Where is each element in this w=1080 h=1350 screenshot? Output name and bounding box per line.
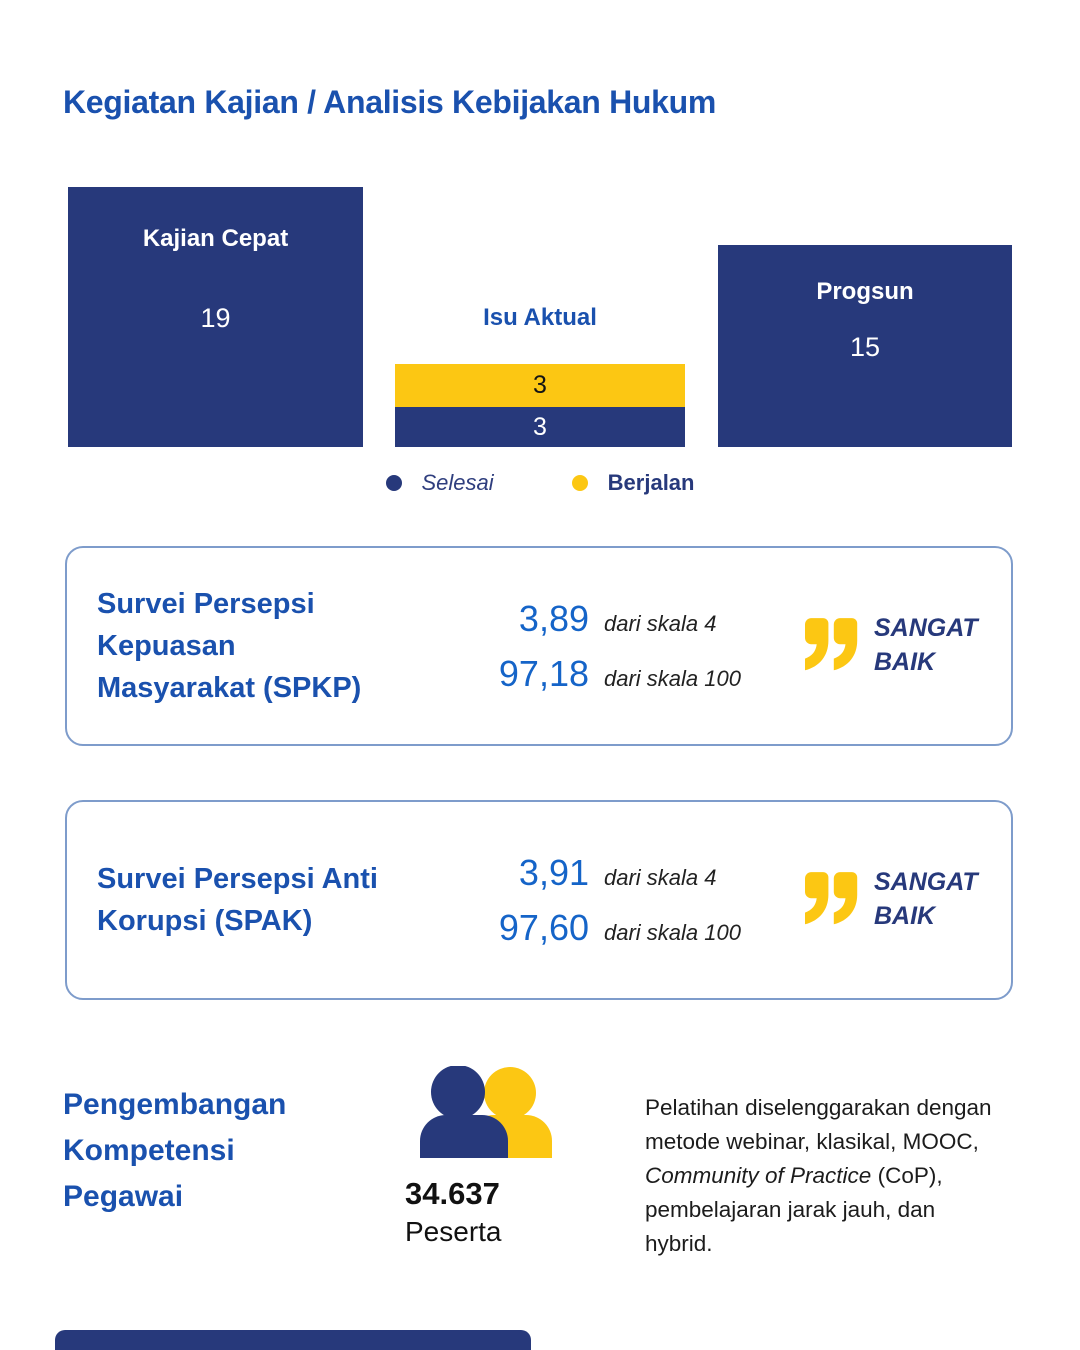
rating-line: BAIK <box>874 648 936 676</box>
description-italic-text: Community of Practice <box>645 1162 872 1188</box>
survey-scores <box>459 802 741 998</box>
berjalan-dot-icon <box>572 475 588 491</box>
rating-line: SANGAT <box>874 868 978 897</box>
score-value: 3,89 <box>518 597 589 639</box>
stacked-bar-chart <box>0 0 1080 510</box>
development-heading <box>63 1082 286 1220</box>
bar-segment-isu-selesai: 3 <box>395 407 685 447</box>
score-row <box>459 598 741 640</box>
survey-title-line: Korupsi (SPAK) <box>97 905 313 937</box>
heading-line: Kompetensi <box>63 1134 235 1167</box>
bar-label: Kajian Cepat <box>142 225 289 252</box>
rating-badge <box>805 548 978 744</box>
heading-line: Pegawai <box>63 1180 184 1213</box>
survey-card-spkp <box>65 546 1013 746</box>
heading-line: Pengembangan <box>63 1088 287 1121</box>
survey-title-line: Kepuasan <box>97 629 236 662</box>
page-title: Kegiatan Kajian / Analisis Kebijakan Hukum <box>63 84 717 120</box>
bar-progsun <box>718 245 1012 447</box>
score-caption: dari skala 4 <box>604 864 717 890</box>
chart-legend <box>0 470 1080 496</box>
quote-icon <box>805 617 859 675</box>
participants-label: Peserta <box>405 1216 502 1247</box>
bar-value: 15 <box>849 332 881 362</box>
score-value: 97,18 <box>498 652 589 694</box>
survey-scores <box>459 548 741 744</box>
bar-value: 19 <box>200 303 231 333</box>
legend-label: Berjalan <box>607 470 695 495</box>
score-value: 97,60 <box>498 906 589 948</box>
survey-title-line: Survei Persepsi <box>97 587 315 620</box>
score-caption: dari skala 100 <box>604 919 741 945</box>
bar-segment-isu-berjalan: 3 <box>395 364 685 407</box>
participants-icon <box>420 1066 552 1158</box>
score-caption: dari skala 100 <box>604 665 741 691</box>
description-text: Pelatihan diselenggarakan dengan metode webinar, klasikal, MOOC, <box>645 1094 992 1154</box>
participants-count: 34.637 <box>405 1176 500 1211</box>
rating-text <box>874 866 978 934</box>
quote-icon <box>805 871 859 929</box>
rating-text <box>874 612 978 680</box>
development-description <box>645 1091 993 1261</box>
rating-line: BAIK <box>874 902 936 930</box>
survey-title <box>97 858 442 942</box>
selesai-dot-icon <box>386 475 402 491</box>
bar-kajian-cepat <box>68 187 363 447</box>
score-row <box>459 907 741 949</box>
survey-title-line: Survei Persepsi Anti <box>97 862 378 895</box>
score-row <box>459 653 741 695</box>
description-text: (CoP), pembelajaran jarak jauh, dan hybrid. <box>645 1162 943 1256</box>
bar-label-isu-aktual: Isu Aktual <box>483 304 597 331</box>
survey-title <box>97 583 442 709</box>
survey-title-line: Masyarakat (SPKP) <box>97 672 362 705</box>
rating-badge <box>805 802 978 998</box>
score-value: 3,91 <box>518 851 589 893</box>
legend-item-berjalan <box>572 470 695 496</box>
rating-line: SANGAT <box>874 614 978 643</box>
legend-label: Selesai <box>421 470 494 495</box>
score-row <box>459 852 741 894</box>
score-caption: dari skala 4 <box>604 610 717 636</box>
next-section-divider <box>55 1330 531 1350</box>
legend-item-selesai <box>386 470 494 496</box>
survey-card-spak <box>65 800 1013 1000</box>
bar-label: Progsun <box>816 278 914 305</box>
